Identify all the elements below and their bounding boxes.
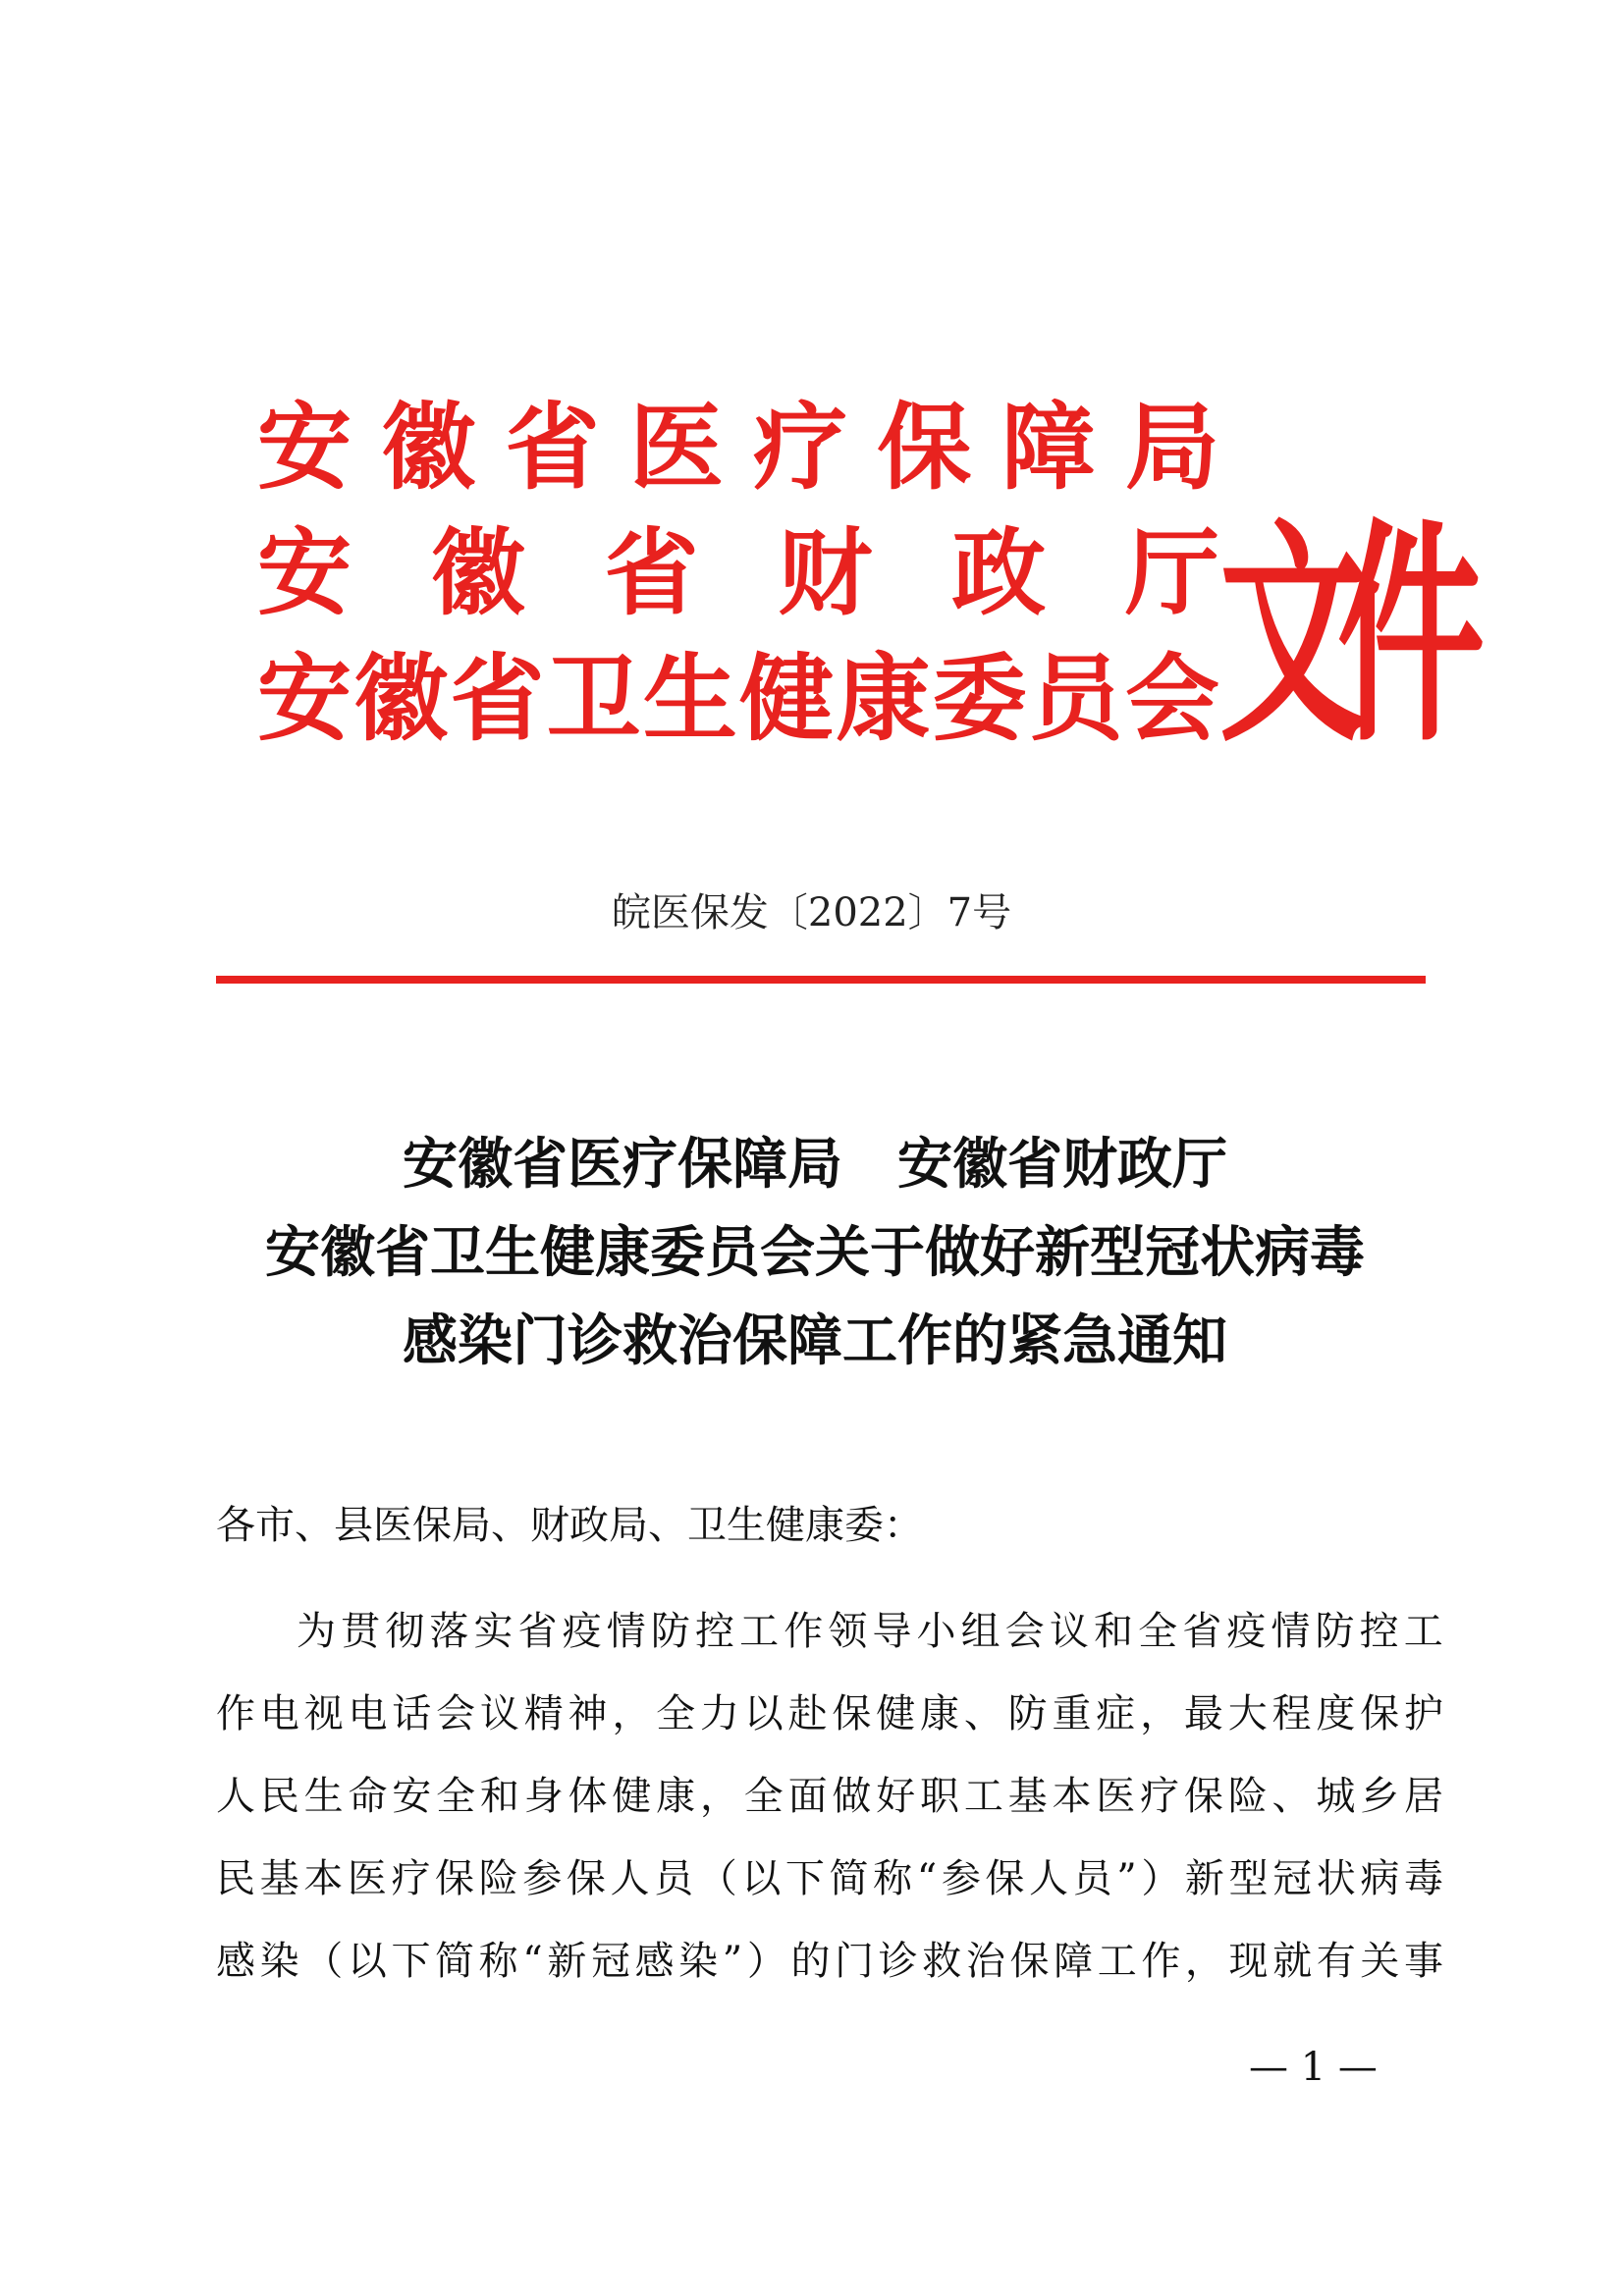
document-number: 皖医保发〔2022〕7号 [611, 890, 1012, 935]
title-line: 安徽省医疗保障局 安徽省财政厅 [403, 1133, 1227, 1197]
body-line: 为 贯 彻 落 实 省 疫 情 防 控 工 作 领 导 小 组 会 议 和 全 省 疫 情 防 控 工 [297, 1609, 1443, 1654]
body-paragraph [216, 1590, 1443, 2002]
document-mark: 文件 [1219, 498, 1456, 774]
red-separator-line [216, 976, 1426, 984]
body-line: 作 电 视 电 话 会 议 精 神 ， 全 力 以 赴 保 健 康 、 防 重 症 ， 最 大 程 度 保 护 [216, 1691, 1443, 1736]
body-line: 人 民 生 命 安 全 和 身 体 健 康 ， 全 面 做 好 职 工 基 本 医 疗 保 险 、 城 乡 居 [216, 1774, 1443, 1819]
page-number: — 1 — [1249, 2045, 1378, 2090]
salutation: 各市、县医保局、财政局、卫生健康委： [216, 1503, 923, 1548]
title-line: 安徽省卫生健康委员会关于做好新型冠状病毒 [265, 1221, 1365, 1285]
body-line: 民 基 本 医 疗 保 险 参 保 人 员 （ 以 下 简 称 “ 参 保 人 员 ” ） 新 型 冠 状 病 毒 [216, 1856, 1443, 1901]
issuer-name: 安 徽 省 卫 生 健 康 委 员 会 [257, 643, 1219, 754]
document-title [177, 1121, 1453, 1386]
issuer-name: 安 徽 省 医 疗 保 障 局 [257, 392, 1219, 503]
body-line: 感 染 （ 以 下 简 称 “ 新 冠 感 染 ” ） 的 门 诊 救 治 保 障 工 作 ， 现 就 有 关 事 [216, 1939, 1443, 1984]
issuer-block [257, 385, 1219, 762]
title-line: 感染门诊救治保障工作的紧急通知 [403, 1309, 1227, 1373]
issuer-name: 安 徽 省 财 政 厅 [257, 517, 1219, 628]
